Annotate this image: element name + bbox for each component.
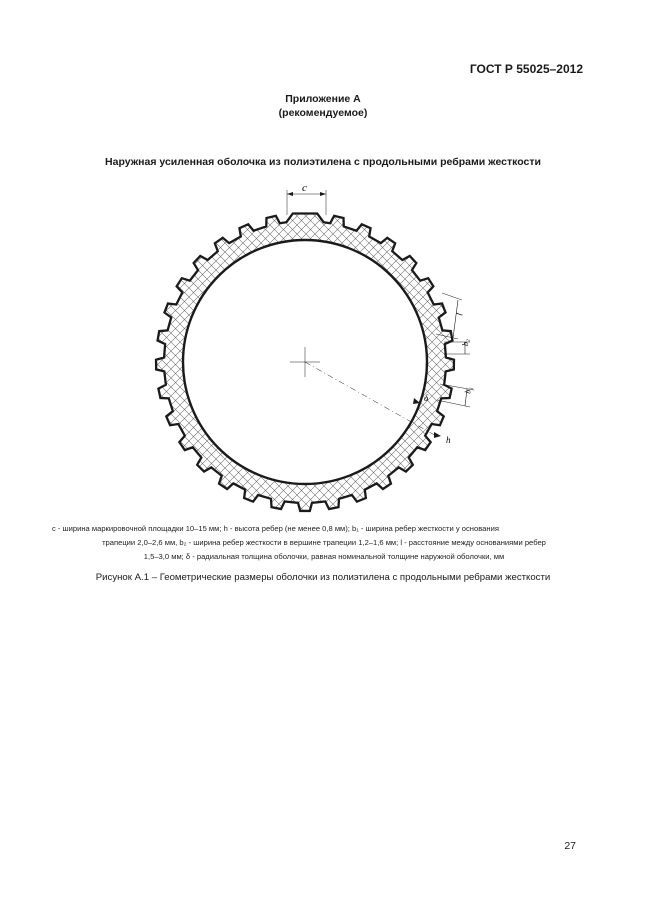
annex-title: Приложение А: [285, 93, 361, 105]
annex-heading: [0, 92, 646, 120]
section-heading: Наружная усиленная оболочка из полиэтилена с продольными ребрами жесткости: [105, 156, 541, 168]
figure-caption: Рисунок А.1 – Геометрические размеры оболочки из полиэтилена с продольными ребрами жесткости: [95, 572, 551, 583]
figure-legend: [52, 522, 596, 564]
label-delta: δ: [424, 393, 429, 403]
label-h: h: [446, 435, 451, 445]
label-b1: b₁: [463, 386, 474, 395]
page-number: 27: [564, 840, 576, 852]
standard-code: ГОСТ Р 55025–2012: [469, 62, 583, 76]
sheath-cross-section-figure: [0, 170, 646, 520]
label-b2: b₂: [461, 339, 470, 346]
label-l: l: [454, 312, 465, 317]
label-c: c: [302, 182, 307, 194]
legend-line-1: c - ширина маркировочной площадки 10–15 мм; h - высота ребер (не менее 0,8 мм); b₁ - ширина ребер жесткости у основания: [52, 524, 499, 533]
annex-type: (рекомендуемое): [278, 107, 368, 119]
legend-line-3: 1,5–3,0 мм; δ - радиальная толщина оболочки, равная номинальной толщине наружной оболочки, мм: [143, 552, 505, 561]
legend-line-2: трапеции 2,0–2,6 мм, b₂ - ширина ребер жесткости в вершине трапеции 1,2–1,6 мм; l - расстояние между основаниями ребер: [102, 538, 546, 547]
